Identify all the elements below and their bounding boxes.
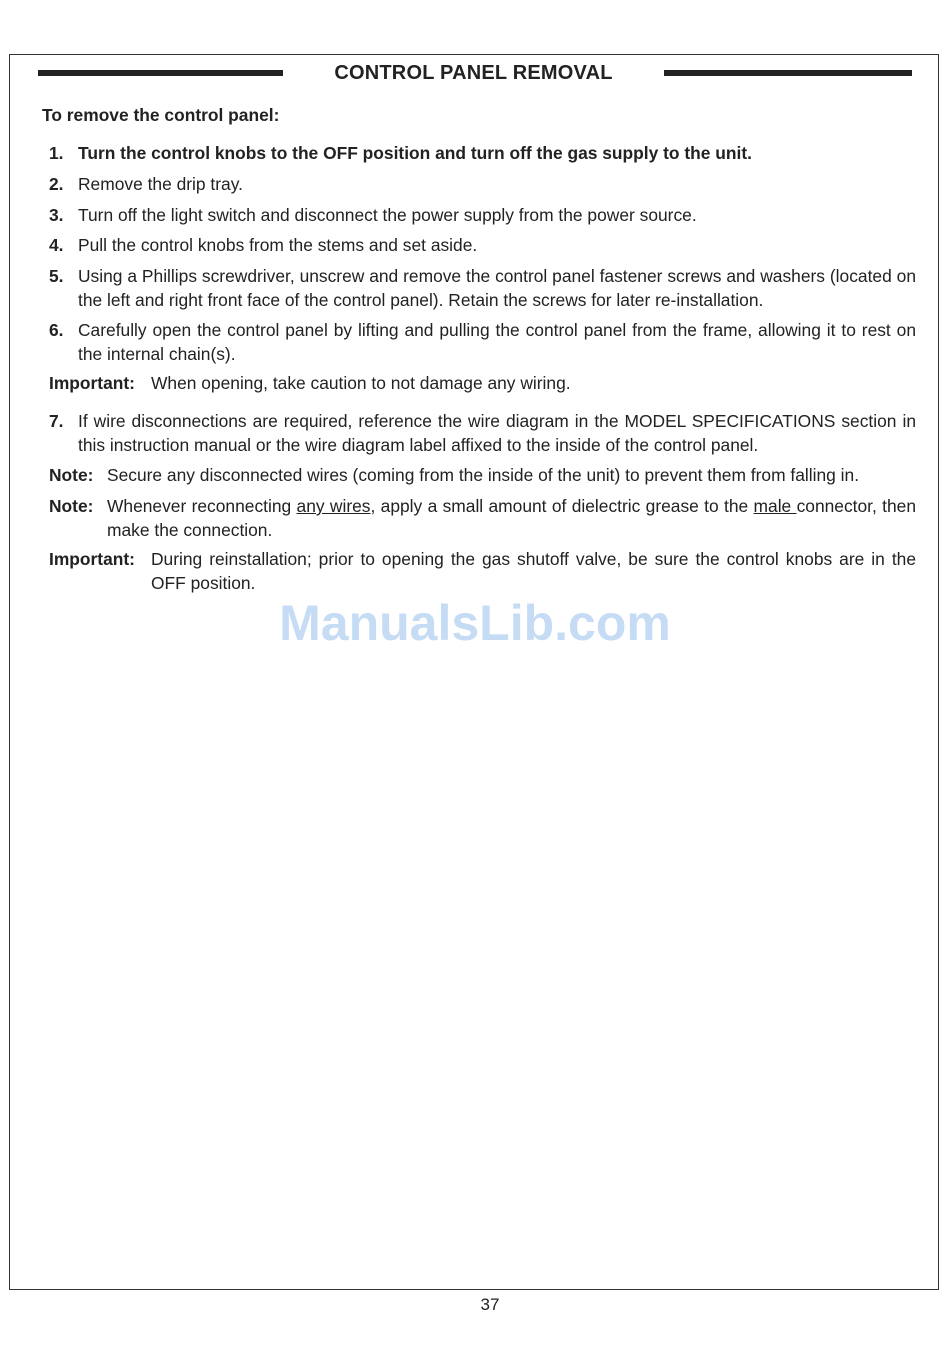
note-label: Note: [49,465,94,485]
page-number: 37 [480,1295,500,1314]
note-label: Note: [49,496,94,516]
step-number: 6. [49,320,64,340]
step-3 [49,204,916,228]
important-label: Important: [49,373,135,393]
step-text: Pull the control knobs from the stems and set aside. [78,235,478,255]
underlined-text: any wires [296,496,371,516]
title-rule-right [664,70,912,76]
important-note-1 [49,372,916,396]
step-text: Remove the drip tray. [78,174,243,194]
section-title: CONTROL PANEL REMOVAL [334,62,613,84]
step-7 [49,410,916,457]
step-number: 3. [49,205,64,225]
note-text-part: , apply a small amount of dielectric grease to the [370,496,754,516]
underlined-text: male [753,496,797,516]
important-text: When opening, take caution to not damage any wiring. [151,373,571,393]
step-number: 4. [49,235,64,255]
note-text-part: Whenever reconnecting [107,496,297,516]
important-text: During reinstallation; prior to opening the gas shutoff valve, be sure the control knobs are in the OFF position. [151,549,916,593]
step-text: Turn off the light switch and disconnect the power supply from the power source. [78,205,697,225]
step-4 [49,234,916,258]
watermark-logo: ManualsLib.com [279,595,671,651]
note-1 [49,464,916,488]
step-number: 7. [49,411,64,431]
step-text: Turn the control knobs to the OFF position and turn off the gas supply to the unit. [78,143,752,163]
step-text: If wire disconnections are required, reference the wire diagram in the MODEL SPECIFICATIONS section in this instruction manual or the wire diagram label affixed to the inside of the control panel. [78,411,916,455]
important-note-2 [49,548,916,595]
step-2 [49,173,916,197]
intro-heading: To remove the control panel: [42,105,280,125]
step-6 [49,319,916,366]
note-text [107,495,916,542]
important-label: Important: [49,549,135,569]
step-number: 1. [49,143,64,163]
step-number: 2. [49,174,64,194]
title-rule-left [38,70,283,76]
note-text-part: connector, then make the connection. [107,496,917,540]
step-1 [49,142,916,166]
note-2 [49,495,916,542]
note-text: Secure any disconnected wires (coming from the inside of the unit) to prevent them from falling in. [107,465,860,485]
step-number: 5. [49,266,64,286]
step-text: Using a Phillips screwdriver, unscrew and remove the control panel fastener screws and washers (located on the left and right front face of the control panel). Retain the screws for later re-installation. [78,266,916,310]
step-5 [49,265,916,312]
step-text: Carefully open the control panel by lifting and pulling the control panel from the frame, allowing it to rest on the internal chain(s). [78,320,916,364]
